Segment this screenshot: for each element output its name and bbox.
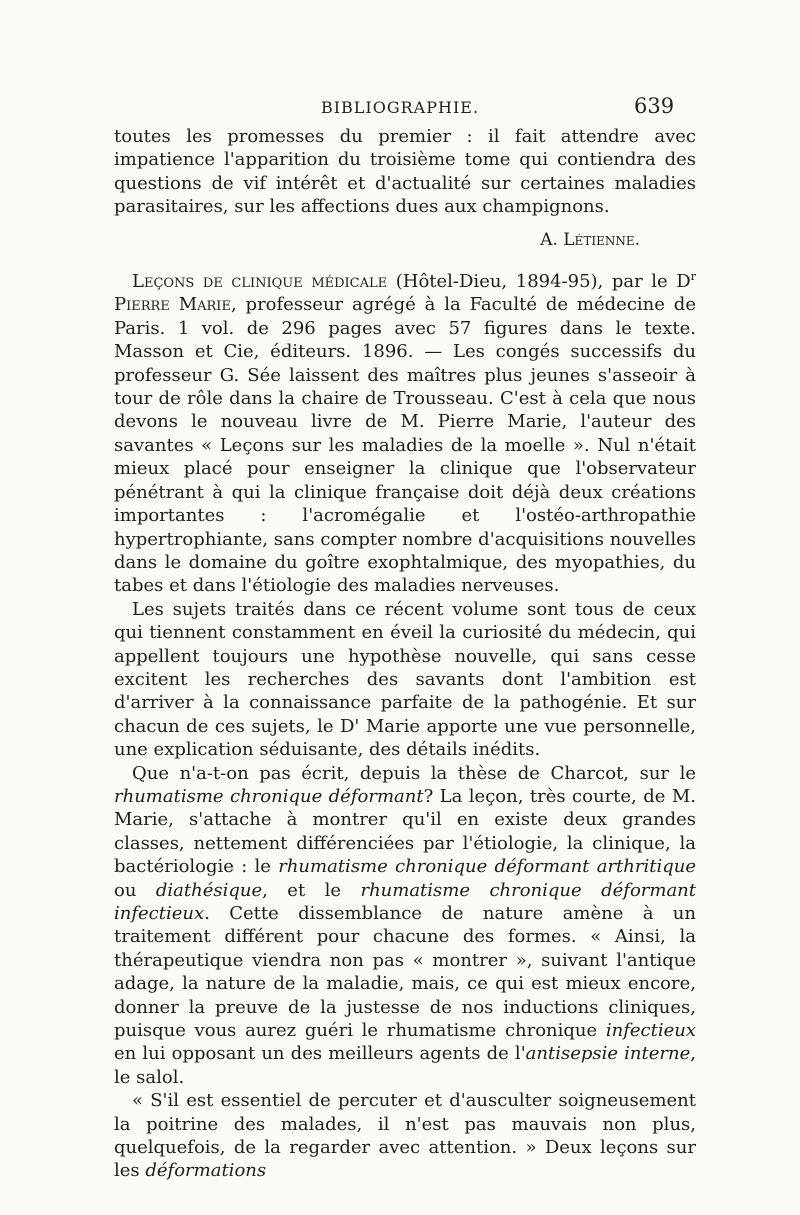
paragraph-rheumatism: Que n'a-t-on pas écrit, depuis la thèse de Charcot, sur le rhumatisme chronique déformant? La leçon, très courte, de M. Marie, s'attache à montrer qu'il en existe deux grandes classes, nettement différenciées par l'étiologie, la clinique, la bactériologie : le rhumatisme chronique déformant arthritique ou diathésique, et le rhumatisme chronique déformant infectieux. Cette dissemblance de nature amène à un traitement différent pour chacune des formes. « Ainsi, la thérapeutique viendra non pas « montrer », suivant l'antique adage, la nature de la maladie, mais, ce qui est mieux encore, donner la preuve de la justesse de nos inductions cliniques, puisque vous aurez guéri le rhumatisme chronique infectieux en lui opposant un des meilleurs agents de l'antisepsie interne, le salol. [114, 762, 697, 1088]
author-name: Pierre Marie [114, 294, 231, 316]
running-header: BIBLIOGRAPHIE. [320, 98, 480, 117]
page-number: 639 [634, 94, 675, 118]
book-title: Leçons de clinique médicale [132, 271, 388, 293]
paragraph-continuation: toutes les promesses du premier : il fait attendre avec impatience l'apparition du troisième tome qui contiendra des questions de vif intérêt et d'actualité sur certaines maladies parasitaires, sur les affections dues aux champignons. [114, 126, 696, 218]
paragraph-deformations: « S'il est essentiel de percuter et d'ausculter soigneusement la poitrine des malades, il n'est pas mauvais non plus, quelquefois, de la regarder avec attention. » Deux leçons sur les déformations [114, 1090, 696, 1182]
paragraph-subjects: Les sujets traités dans ce récent volume sont tous de ceux qui tiennent constamment en éveil la curiosité du médecin, qui appellent toujours une hypothèse nouvelle, qui sans cesse excitent les recherches des savants dont l'ambition est d'arriver à la connaissance parfaite de la pathogénie. Et sur chacun de ces sujets, le D' Marie apporte une vue personnelle, une explication séduisante, des détails inédits. [114, 598, 696, 761]
review-paragraph: Leçons de clinique médicale (Hôtel-Dieu, 1894-95), par le $D^r$ Pierre Marie, professeur agrégé à la Faculté de médecine de Paris. 1 vol. de 296 pages avec 57 figures dans le texte. Masson et Cie, éditeurs. 1896. — Les congés successifs du professeur G. Sée laissent des maîtres plus jeunes s'asseoir à tour de rôle dans la chaire de Trousseau. C'est à cela que nous devons le nouveau livre de M. Pierre Marie, l'auteur des savantes « Leçons sur les maladies de la moelle ». Nul n'était mieux placé pour enseigner la clinique que l'observateur pénétrant à qui la clinique française doit déjà deux créations importantes : l'acromégalie et l'ostéo-arthropathie hypertrophiante, sans compter nombre d'acquisitions nouvelles dans le domaine du goître exophtalmique, des myopathies, du tabes et dans l'étiologie des maladies nerveuses. [114, 270, 696, 597]
body-text [114, 125, 696, 1183]
signature: A. Létienne. [540, 229, 640, 250]
